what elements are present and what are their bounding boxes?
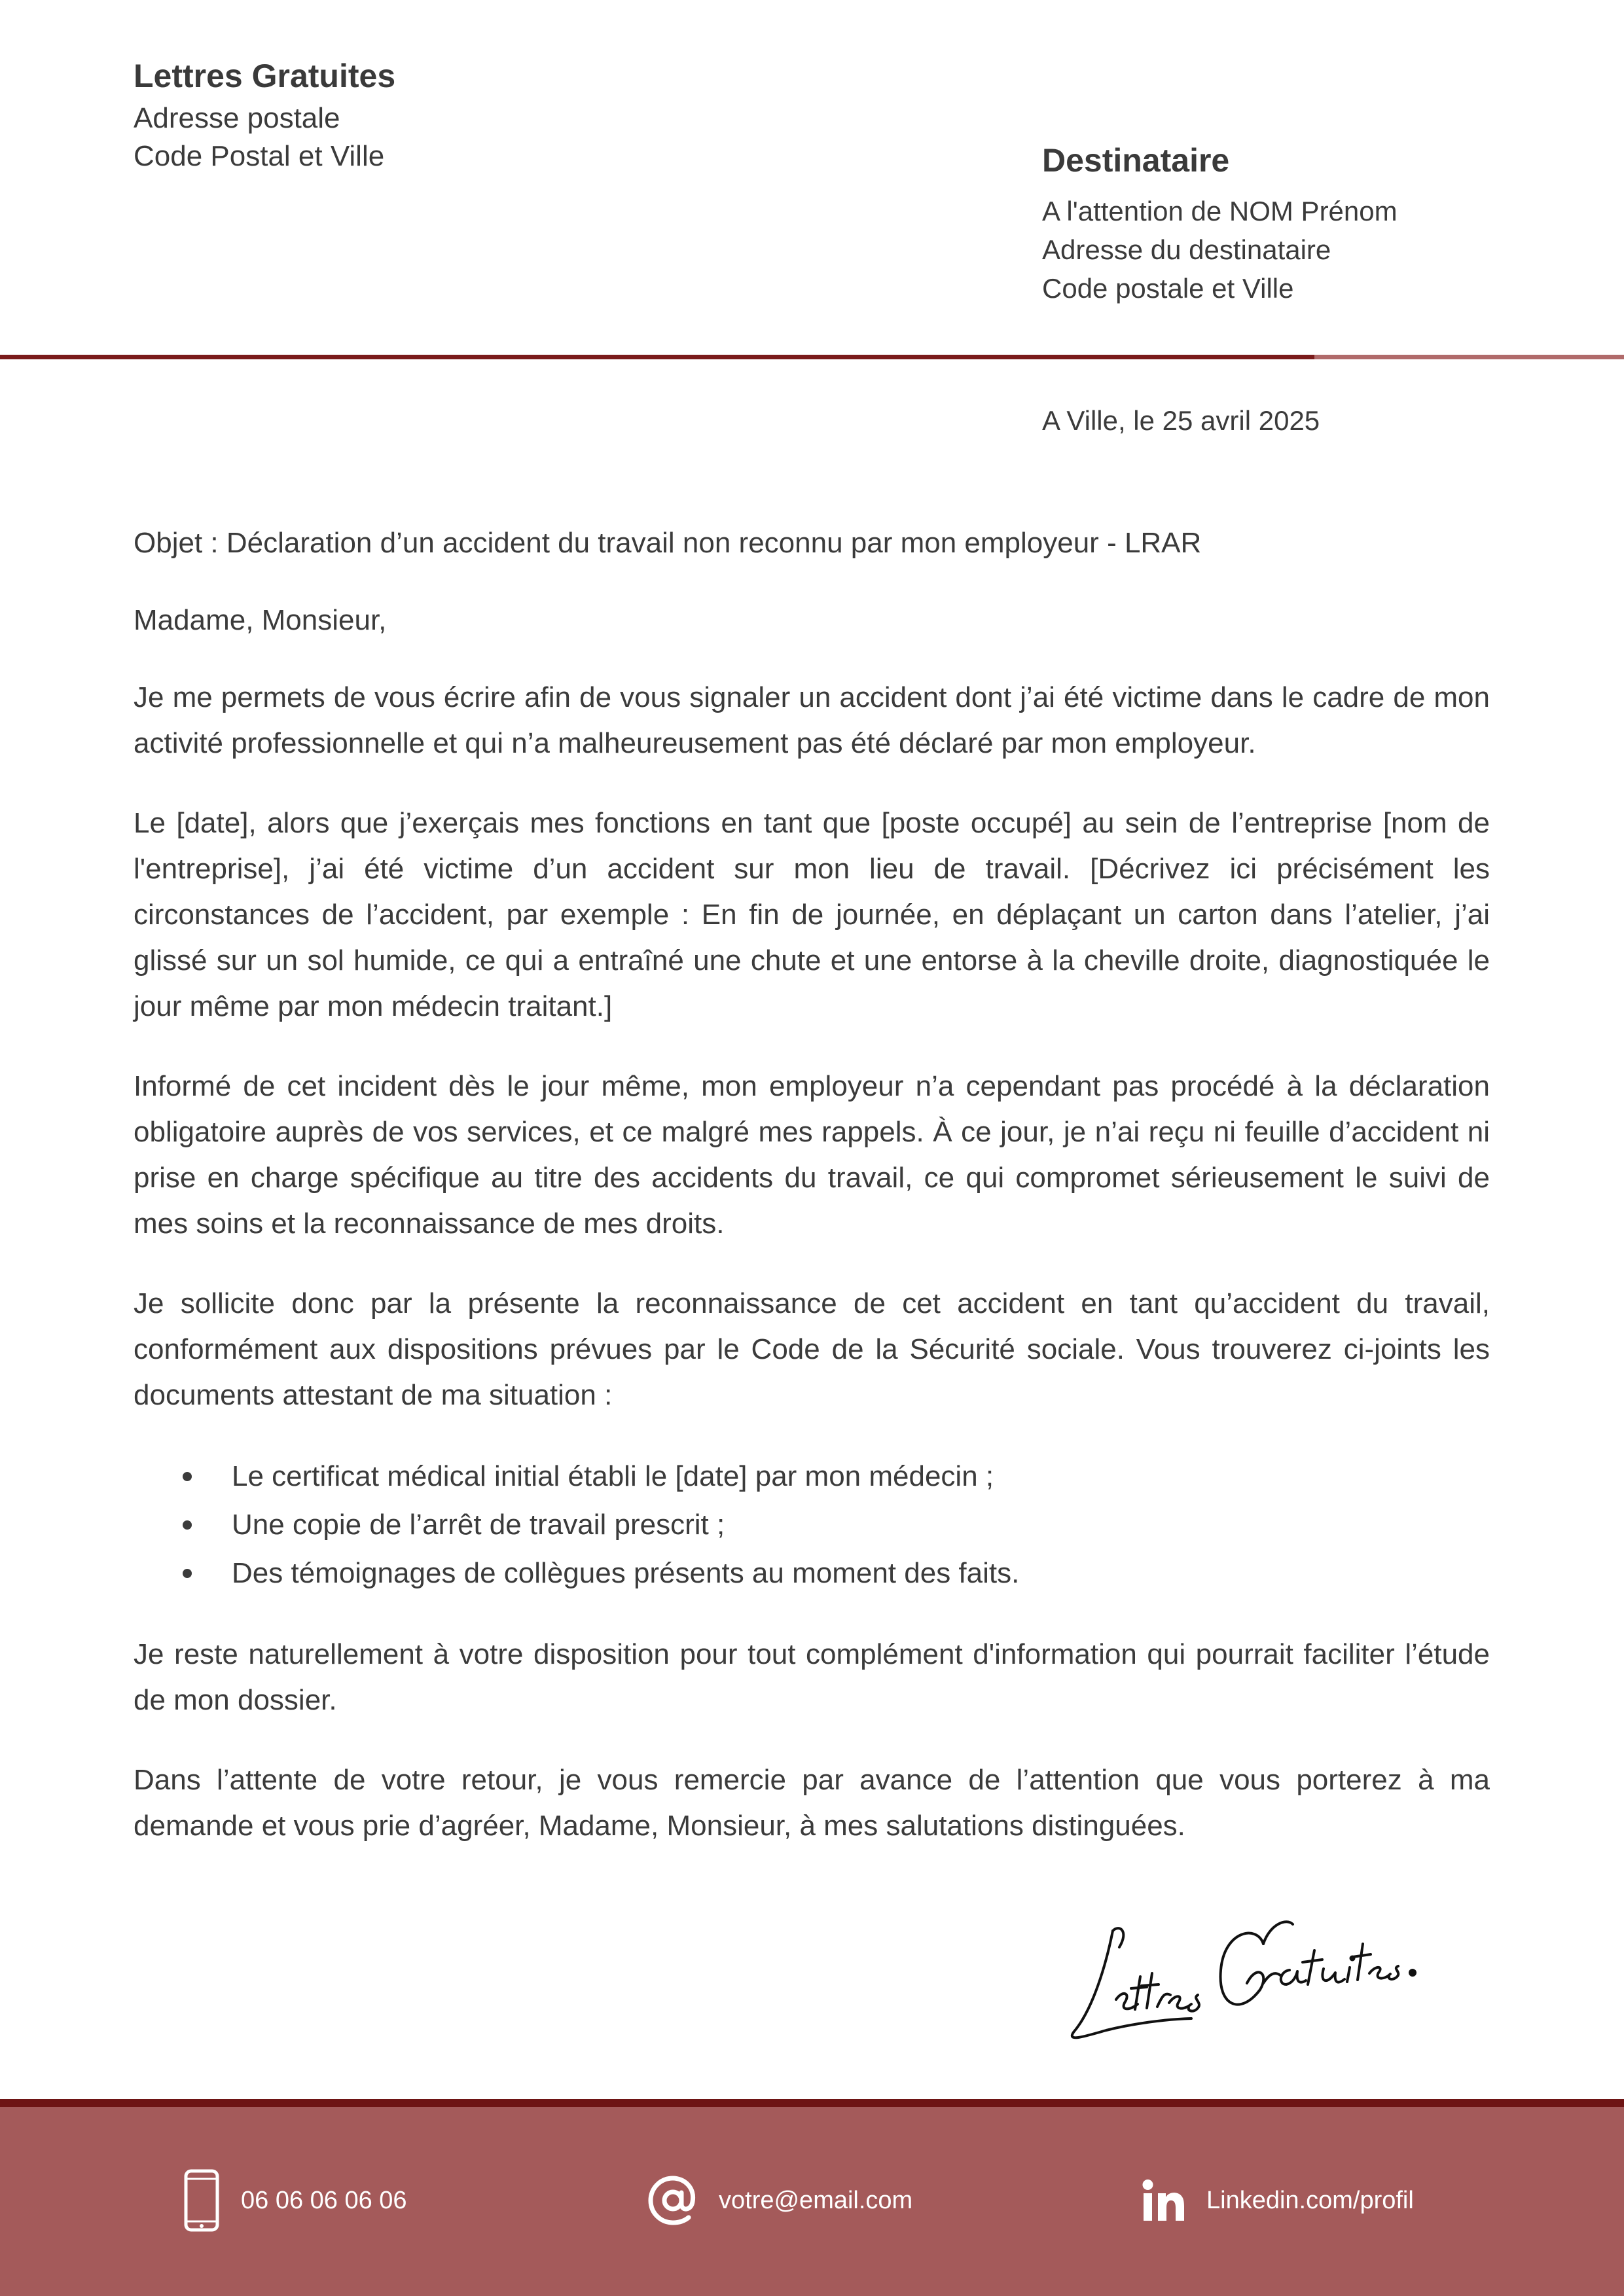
footer-bar [0, 2107, 1624, 2296]
phone-icon [183, 2169, 220, 2232]
footer-linkedin [1142, 2166, 1414, 2234]
sender-city: Code Postal et Ville [134, 140, 385, 172]
letter-body [134, 520, 1490, 1883]
sender-address: Adresse postale [134, 102, 340, 134]
letter-date: A Ville, le 25 avril 2025 [1042, 405, 1320, 436]
header-divider [0, 355, 1314, 359]
list-item-text: Une copie de l’arrêt de travail prescrit ; [232, 1509, 725, 1541]
handwritten-signature [1067, 1885, 1440, 2055]
list-item-text: Des témoignages de collègues présents au moment des faits. [232, 1557, 1020, 1589]
recipient-city: Code postale et Ville [1042, 273, 1294, 304]
recipient-block [1042, 134, 1398, 308]
list-item-text: Le certificat médical initial établi le [date] par mon médecin ; [232, 1460, 994, 1492]
footer-linkedin-text: Linkedin.com/profil [1206, 2186, 1414, 2214]
letter-paragraph: Je reste naturellement à votre disposition pour tout complément d'information qui pourrait faciliter l’étude de mon dossier. [134, 1638, 1490, 1716]
footer-phone [183, 2166, 407, 2234]
list-item [134, 1452, 1490, 1501]
letter-paragraph: Je me permets de vous écrire afin de vous signaler un accident dont j’ai été victime dans le cadre de mon activité professionnelle et qui n’a malheureusement pas été déclaré par mon employeur. [134, 681, 1490, 759]
letter-paragraph: Informé de cet incident dès le jour même, mon employeur n’a cependant pas procédé à la déclaration obligatoire auprès de vos services, et ce malgré mes rappels. À ce jour, je n’ai reçu ni feuille d’accident ni prise en charge spécifique au titre des accidents du travail, ce qui compromet sérieusement le suivi de mes soins et la reconnaissance de mes droits. [134, 1070, 1490, 1240]
at-icon [648, 2176, 698, 2225]
bullet-icon [183, 1569, 192, 1578]
recipient-attention: A l'attention de NOM Prénom [1042, 196, 1398, 226]
linkedin-icon [1142, 2179, 1185, 2222]
sender-name: Lettres Gratuites [134, 58, 396, 94]
footer-phone-text: 06 06 06 06 06 [241, 2186, 407, 2214]
letter-paragraph: Dans l’attente de votre retour, je vous remercie par avance de l’attention que vous porterez à ma demande et vous prie d’agréer, Madame, Monsieur, à mes salutations distinguées. [134, 1764, 1490, 1842]
list-item [134, 1501, 1490, 1549]
letter-paragraph: Je sollicite donc par la présente la reconnaissance de cet accident en tant qu’accident du travail, conformément aux dispositions prévues par le Code de la Sécurité sociale. Vous trouverez ci-joints les documents attestant de ma situation : [134, 1287, 1490, 1411]
bullet-icon [183, 1472, 192, 1481]
footer-divider [0, 2099, 1624, 2107]
footer-email-text: votre@email.com [719, 2186, 913, 2214]
letter-paragraph: Le [date], alors que j’exerçais mes fonctions en tant que [poste occupé] au sein de l’entreprise [nom de l'entreprise], j’ai été victime d’un accident sur mon lieu de travail. [Décrivez ici précisément les circonstances de l’accident, par exemple : En fin de journée, en déplaçant un carton dans l’atelier, j’ai glissé sur un sol humide, ce qui a entraîné une chute et une entorse à la cheville droite, diagnostiquée le jour même par mon médecin traitant.] [134, 807, 1490, 1022]
list-item [134, 1549, 1490, 1598]
bullet-icon [183, 1520, 192, 1530]
letter-subject: Objet : Déclaration d’un accident du travail non reconnu par mon employeur - LRAR [134, 527, 1202, 559]
recipient-title: Destinataire [1042, 142, 1230, 179]
header-divider-accent [1314, 355, 1624, 359]
sender-block [134, 52, 395, 175]
recipient-address: Adresse du destinataire [1042, 234, 1331, 265]
footer-email [648, 2166, 912, 2234]
letter-salutation: Madame, Monsieur, [134, 604, 387, 636]
attachments-list [134, 1452, 1490, 1598]
